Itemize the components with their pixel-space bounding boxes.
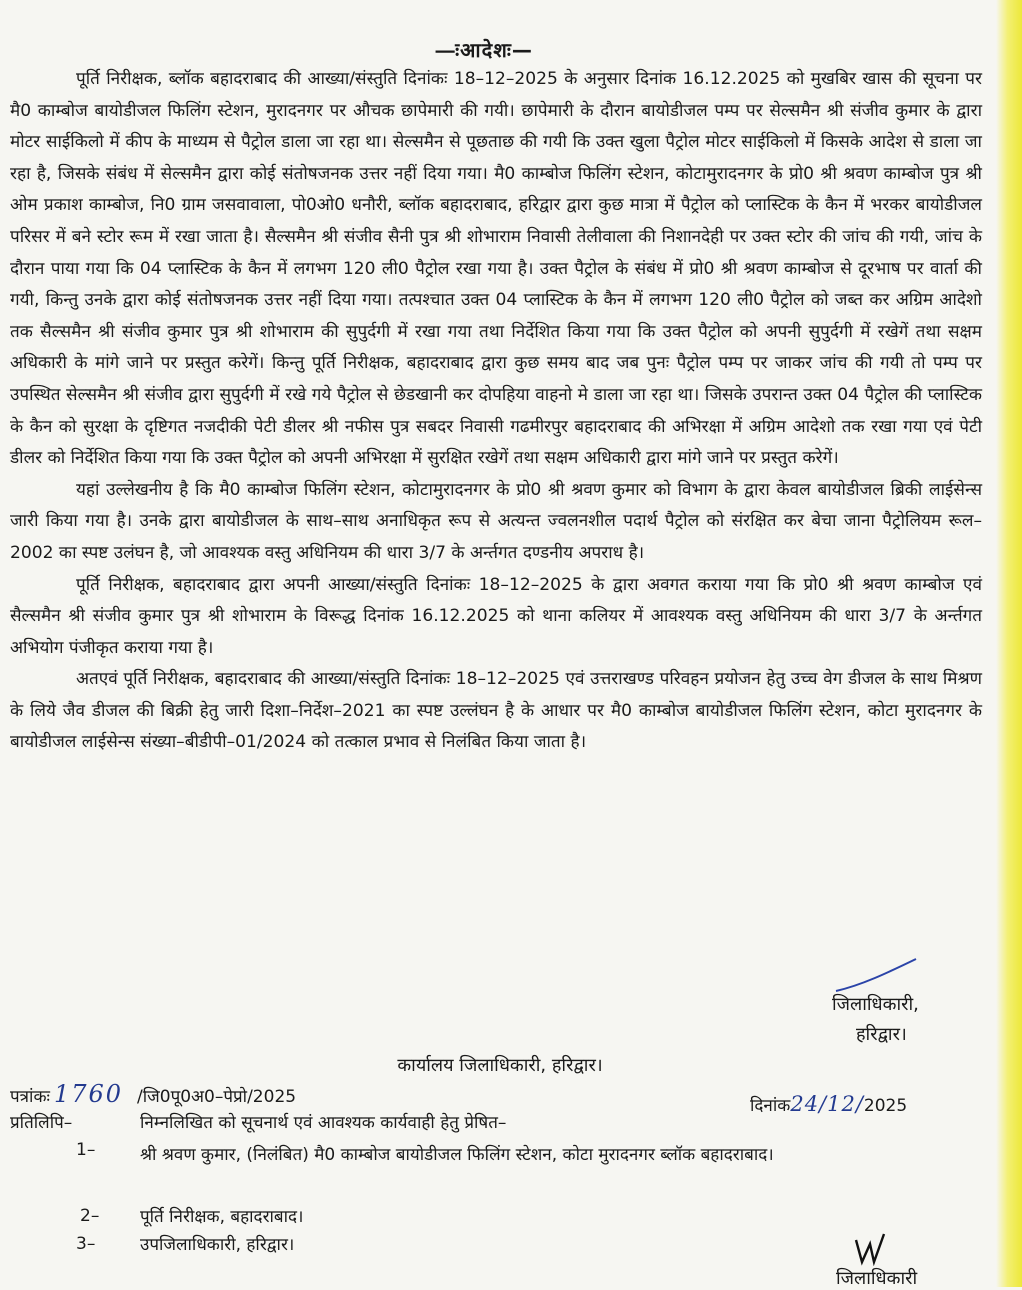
reference-label: पत्रांकः	[10, 1087, 50, 1107]
date-handwritten: 24/12/	[790, 1092, 864, 1116]
signature-designation: जिलाधिकारी,	[832, 994, 919, 1015]
date-line	[750, 1092, 907, 1116]
reference-line	[10, 1080, 296, 1108]
copy-item-number: 2–	[80, 1206, 100, 1226]
paragraph-3: पूर्ति निरीक्षक, बहादराबाद द्वारा अपनी आख्या/संस्तुति दिनांकः 18–12–2025 के द्वारा अवगत कराया गया कि प्रो0 श्री श्रवण काम्बोज एवं सैल्समैन श्री संजीव कुमार पुत्र श्री शोभाराम के विरूद्ध दिनांक 16.12.2025 को थाना कलियर में आवश्यक वस्तु अधिनियम की धारा 3/7 के अर्न्तगत अभियोग पंजीकृत कराया गया है।	[10, 574, 982, 658]
reference-suffix: /जि0पू0अ0–पेप्रो/2025	[137, 1087, 297, 1107]
signature-designation-2: जिलाधिकारी	[836, 1268, 918, 1289]
initials-icon	[852, 1232, 888, 1266]
copy-item-number: 3–	[76, 1234, 96, 1254]
copy-item: पूर्ति निरीक्षक, बहादराबाद।	[140, 1207, 304, 1227]
paragraph-1: पूर्ति निरीक्षक, ब्लॉक बहादराबाद की आख्या/संस्तुति दिनांकः 18–12–2025 के अनुसार दिनांक 16.12.2025 को मुखबिर खास की सूचना पर मै0 काम्बोज बायोडीजल फिलिंग स्टेशन, मुरादनगर पर औचक छापेमारी की गयी। छापेमारी के दौरान बायोडीजल पम्प पर सेल्समैन श्री संजीव कुमार के द्वारा मोटर साईकिलो में कीप के माध्यम से पैट्रोल डाला जा रहा था। सेल्समैन से पूछताछ की गयी कि उक्त खुला पैट्रोल मोटर साईकिलो में किसके आदेश से डाला जा रहा है, जिसके संबंध में सेल्समैन द्वारा कोई संतोषजनक उत्तर नहीं दिया गया। मै0 काम्बोज फिलिंग स्टेशन, कोटामुरादनगर के प्रो0 श्री श्रवण काम्बोज पुत्र श्री ओम प्रकाश काम्बोज, नि0 ग्राम जसवावाला, पो0ओ0 धनौरी, ब्लॉक बहादराबाद, हरिद्वार द्वारा कुछ मात्रा में पैट्रोल को प्लास्टिक के कैन में भरकर बायोडीजल परिसर में बने स्टोर रूम में रखा जाता है। सैल्समैन श्री संजीव सैनी पुत्र श्री शोभाराम निवासी तेलीवाला की निशानदेही पर उक्त स्टोर की जांच की गयी, जांच के दौरान पाया गया कि 04 प्लास्टिक के कैन में लगभग 120 ली0 पैट्रोल रखा गया है। उक्त पैट्रोल के संबंध में प्रो0 श्री श्रवण काम्बोज से दूरभाष पर वार्ता की गयी, किन्तु उनके द्वारा कोई संतोषजनक उत्तर नहीं दिया गया। तत्पश्चात उक्त 04 प्लास्टिक के कैन में लगभग 120 ली0 पैट्रोल को जब्त कर अग्रिम आदेशो तक सैल्समैन श्री संजीव कुमार पुत्र श्री शोभाराम की सुपुर्दगी में रखा गया तथा निर्देशित किया गया कि उक्त पैट्रोल को अपनी सुपुर्दगी में रखेगें तथा सक्षम अधिकारी के मांगे जाने पर प्रस्तुत करेगें। किन्तु पूर्ति निरीक्षक, बहादराबाद द्वारा कुछ समय बाद जब पुनः पैट्रोल पम्प पर जाकर जांच की गयी तो पम्प पर उपस्थित सेल्समैन श्री संजीव द्वारा सुपुर्दगी में रखे गये पैट्रोल से छेडखानी कर दोपहिया वाहनो मे डाला जा रहा था। जिसके उपरान्त उक्त 04 पैट्रोल की प्लास्टिक के कैन को सुरक्षा के दृष्टिगत नजदीकी पेटी डीलर श्री नफीस पुत्र सबदर निवासी गढमीरपुर बहादराबाद की अभिरक्षा में अग्रिम आदेशो तक रखा गया एवं पेटी डीलर को निर्देशित किया गया कि उक्त पैट्रोल को अपनी अभिरक्षा में सुरक्षित रखेगें तथा सक्षम अधिकारी द्वारा मांगे जाने पर प्रस्तुत करेगें।	[10, 69, 982, 469]
copy-label: प्रतिलिपि–	[10, 1113, 73, 1133]
reference-number: 1760	[53, 1080, 124, 1108]
order-body	[10, 64, 982, 759]
signature-stroke-icon	[832, 955, 922, 995]
paragraph-4: अतएवं पूर्ति निरीक्षक, बहादराबाद की आख्या/संस्तुति दिनांकः 18–12–2025 एवं उत्तराखण्ड परिवहन प्रयोजन हेतु उच्च वेग डीजल के साथ मिश्रण के लिये जैव डीजल की बिक्री हेतु जारी दिशा–निर्देश–2021 का स्पष्ट उल्लंघन है के आधार पर मै0 काम्बोज बायोडीजल फिलिंग स्टेशन, कोटा मुरादनगर के बायोडीजल लाईसेन्स संख्या–बीडीपी–01/2024 को तत्काल प्रभाव से निलंबित किया जाता है।	[10, 669, 982, 753]
date-label: दिनांक	[750, 1096, 791, 1116]
paragraph-2: यहां उल्लेखनीय है कि मै0 काम्बोज फिलिंग स्टेशन, कोटामुरादनगर के प्रो0 श्री श्रवण कुमार को विभाग के द्वारा केवल बायोडीजल ब्रिकी लाईसेन्स जारी किया गया है। उनके द्वारा बायोडीजल के साथ–साथ अनाधिकृत रूप से अत्यन्त ज्वलनशील पदार्थ पैट्रोल को संरक्षित कर बेचा जाना पैट्रोलियम रूल–2002 का स्पष्ट उलंघन है, जो आवश्यक वस्तु अधिनियम की धारा 3/7 के अर्न्तगत दण्डनीय अपराध है।	[10, 479, 982, 563]
signature-place: हरिद्वार।	[856, 1024, 907, 1045]
copy-item: श्री श्रवण कुमार, (निलंबित) मै0 काम्बोज बायोडीजल फिलिंग स्टेशन, कोटा मुरादनगर ब्लॉक बहादराबाद।	[140, 1145, 774, 1165]
order-title: —ःआदेशः—	[435, 38, 533, 62]
page-edge-highlight	[996, 0, 1022, 1287]
copy-item: उपजिलाधिकारी, हरिद्वार।	[140, 1235, 295, 1255]
office-line: कार्यालय जिलाधिकारी, हरिद्वार।	[397, 1055, 603, 1076]
copy-intro: निम्नलिखित को सूचनार्थ एवं आवश्यक कार्यवाही हेतु प्रेषित–	[140, 1113, 507, 1133]
copy-item-number: 1–	[76, 1140, 96, 1160]
date-year: 2025	[863, 1096, 908, 1116]
signature-block	[832, 990, 919, 1050]
